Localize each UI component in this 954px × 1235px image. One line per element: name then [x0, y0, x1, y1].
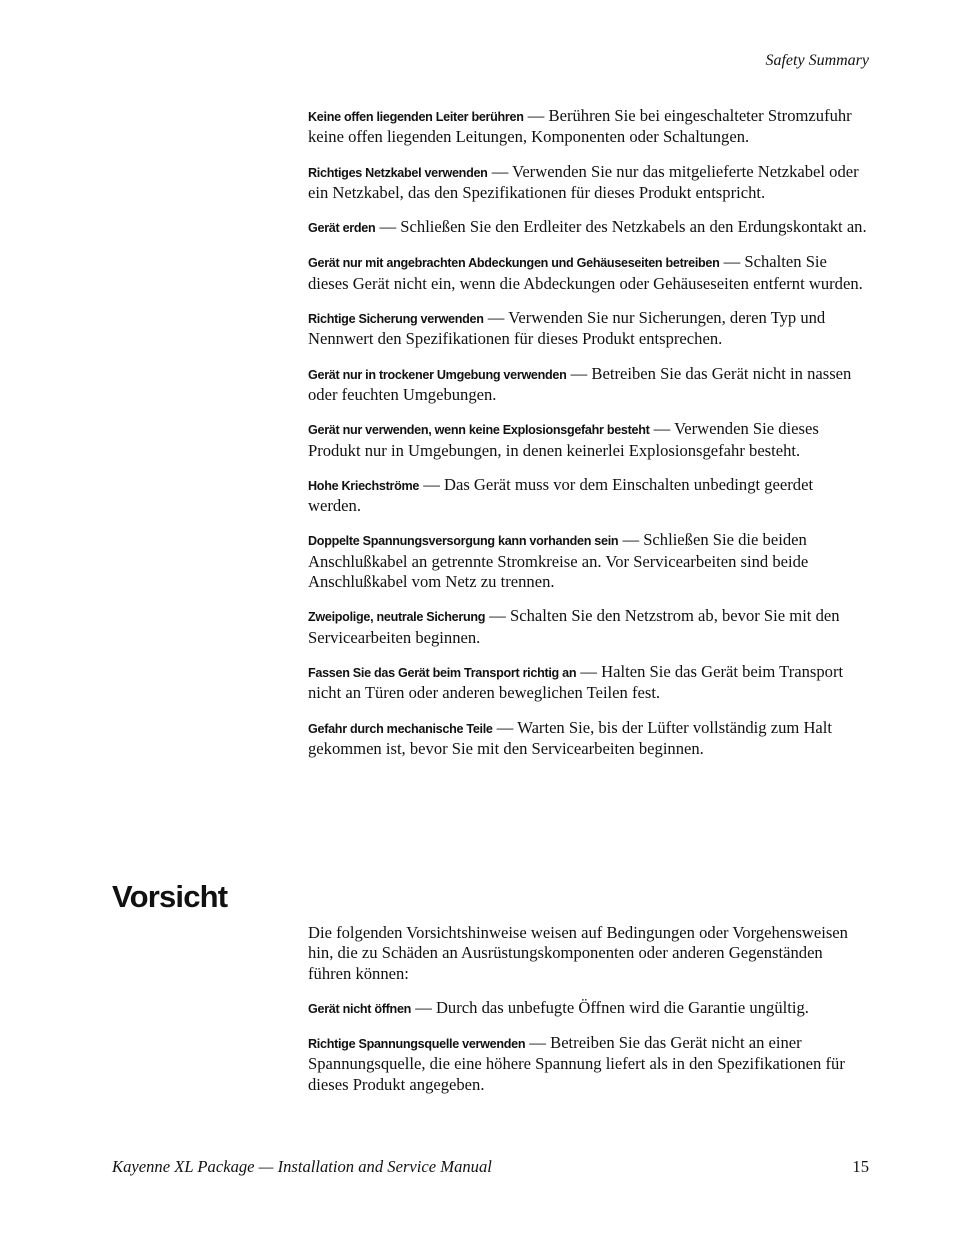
footer-manual-title: Kayenne XL Package — Installation and Service Manual	[112, 1157, 492, 1176]
caution-item	[308, 998, 870, 1019]
warning-separator: —	[566, 363, 592, 383]
warning-term: Richtige Sicherung verwenden	[308, 312, 484, 327]
warning-term: Gefahr durch mechanische Teile	[308, 721, 493, 736]
warning-separator: —	[719, 252, 745, 272]
warning-text: Verwenden Sie nur Sicherungen, deren Typ und Nennwert den Spezifikationen für dieses Produkt entsprechen.	[308, 308, 826, 349]
warning-separator: —	[483, 308, 509, 328]
warning-separator: —	[375, 217, 401, 237]
caution-intro: Die folgenden Vorsichtshinweise weisen auf Bedingungen oder Vorgehensweisen hin, die zu Schäden an Ausrüstungskomponenten oder anderen Gegenständen führen können:	[308, 923, 848, 983]
warning-text: Warten Sie, bis der Lüfter vollständig zum Halt gekommen ist, bevor Sie mit den Servicearbeiten beginnen.	[308, 717, 833, 758]
warning-term: Gerät erden	[308, 221, 376, 236]
caution-item	[308, 1033, 870, 1095]
warning-separator: —	[485, 606, 511, 626]
running-header: Safety Summary	[765, 52, 869, 69]
warning-item	[308, 419, 870, 461]
page-number: 15	[852, 1157, 869, 1176]
caution-term: Gerät nicht öffnen	[308, 1001, 412, 1016]
warning-text: Verwenden Sie dieses Produkt nur in Umgebungen, in denen keinerlei Explosionsgefahr besteht.	[308, 419, 819, 460]
warning-item	[308, 606, 870, 648]
warnings-list	[308, 106, 870, 773]
warning-text: Betreiben Sie das Gerät nicht in nassen oder feuchten Umgebungen.	[308, 363, 852, 404]
warning-text: Schließen Sie die beiden Anschlußkabel an getrennte Stromkreise an. Vor Servicearbeiten sind beide Anschlußkabel vom Netz zu trennen.	[308, 530, 809, 592]
warning-term: Doppelte Spannungsversorgung kann vorhanden sein	[308, 534, 619, 549]
warning-item	[308, 162, 870, 204]
warning-item	[308, 364, 870, 406]
warning-term: Richtiges Netzkabel verwenden	[308, 165, 488, 180]
caution-text: Durch das unbefugte Öffnen wird die Garantie ungültig.	[435, 997, 809, 1017]
warning-text: Schließen Sie den Erdleiter des Netzkabels an den Erdungskontakt an.	[400, 217, 867, 237]
warning-item	[308, 662, 870, 704]
warning-term: Gerät nur verwenden, wenn keine Explosionsgefahr besteht	[308, 423, 650, 438]
warning-separator: —	[618, 530, 644, 550]
warning-separator: —	[487, 161, 513, 181]
warning-term: Gerät nur in trockener Umgebung verwenden	[308, 367, 567, 382]
caution-text: Betreiben Sie das Gerät nicht an einer Spannungsquelle, die eine höhere Spannung liefert als in den Spezifikationen für dieses Produkt angegeben.	[308, 1033, 845, 1094]
warning-item	[308, 106, 870, 148]
warning-term: Gerät nur mit angebrachten Abdeckungen und Gehäuseseiten betreiben	[308, 256, 720, 271]
warning-item	[308, 475, 870, 517]
warning-item	[308, 217, 870, 238]
warning-text: Das Gerät muss vor dem Einschalten unbedingt geerdet werden.	[308, 474, 814, 516]
caution-term: Richtige Spannungsquelle verwenden	[308, 1037, 526, 1052]
caution-separator: —	[525, 1033, 551, 1053]
caution-list	[308, 923, 870, 1109]
warning-term: Keine offen liegenden Leiter berühren	[308, 110, 524, 124]
warning-separator: —	[419, 474, 444, 494]
warning-separator: —	[492, 717, 518, 737]
warning-separator: —	[649, 419, 675, 439]
warning-text: Berühren Sie bei eingeschalteter Stromzufuhr keine offen liegenden Leitungen, Komponenten oder Schaltungen.	[308, 106, 852, 147]
warning-term: Fassen Sie das Gerät beim Transport richtig an	[308, 665, 577, 680]
warning-separator: —	[576, 661, 602, 681]
warning-item	[308, 308, 870, 350]
warning-item	[308, 252, 870, 294]
warning-text: Schalten Sie dieses Gerät nicht ein, wenn die Abdeckungen oder Gehäuseseiten entfernt wurden.	[308, 252, 863, 293]
warning-item	[308, 718, 870, 760]
warning-text: Schalten Sie den Netzstrom ab, bevor Sie mit den Servicearbeiten beginnen.	[308, 606, 840, 647]
warning-term: Zweipolige, neutrale Sicherung	[308, 610, 486, 625]
warning-text: Verwenden Sie nur das mitgelieferte Netzkabel oder ein Netzkabel, das den Spezifikationen für dieses Produkt entspricht.	[308, 161, 859, 202]
warning-term: Hohe Kriechströme	[308, 478, 420, 493]
warning-item	[308, 530, 870, 592]
caution-separator: —	[411, 997, 436, 1017]
section-heading: Vorsicht	[112, 879, 228, 914]
warning-separator: —	[523, 106, 549, 125]
warning-text: Halten Sie das Gerät beim Transport nicht an Türen oder anderen beweglichen Teilen fest.	[308, 661, 844, 703]
